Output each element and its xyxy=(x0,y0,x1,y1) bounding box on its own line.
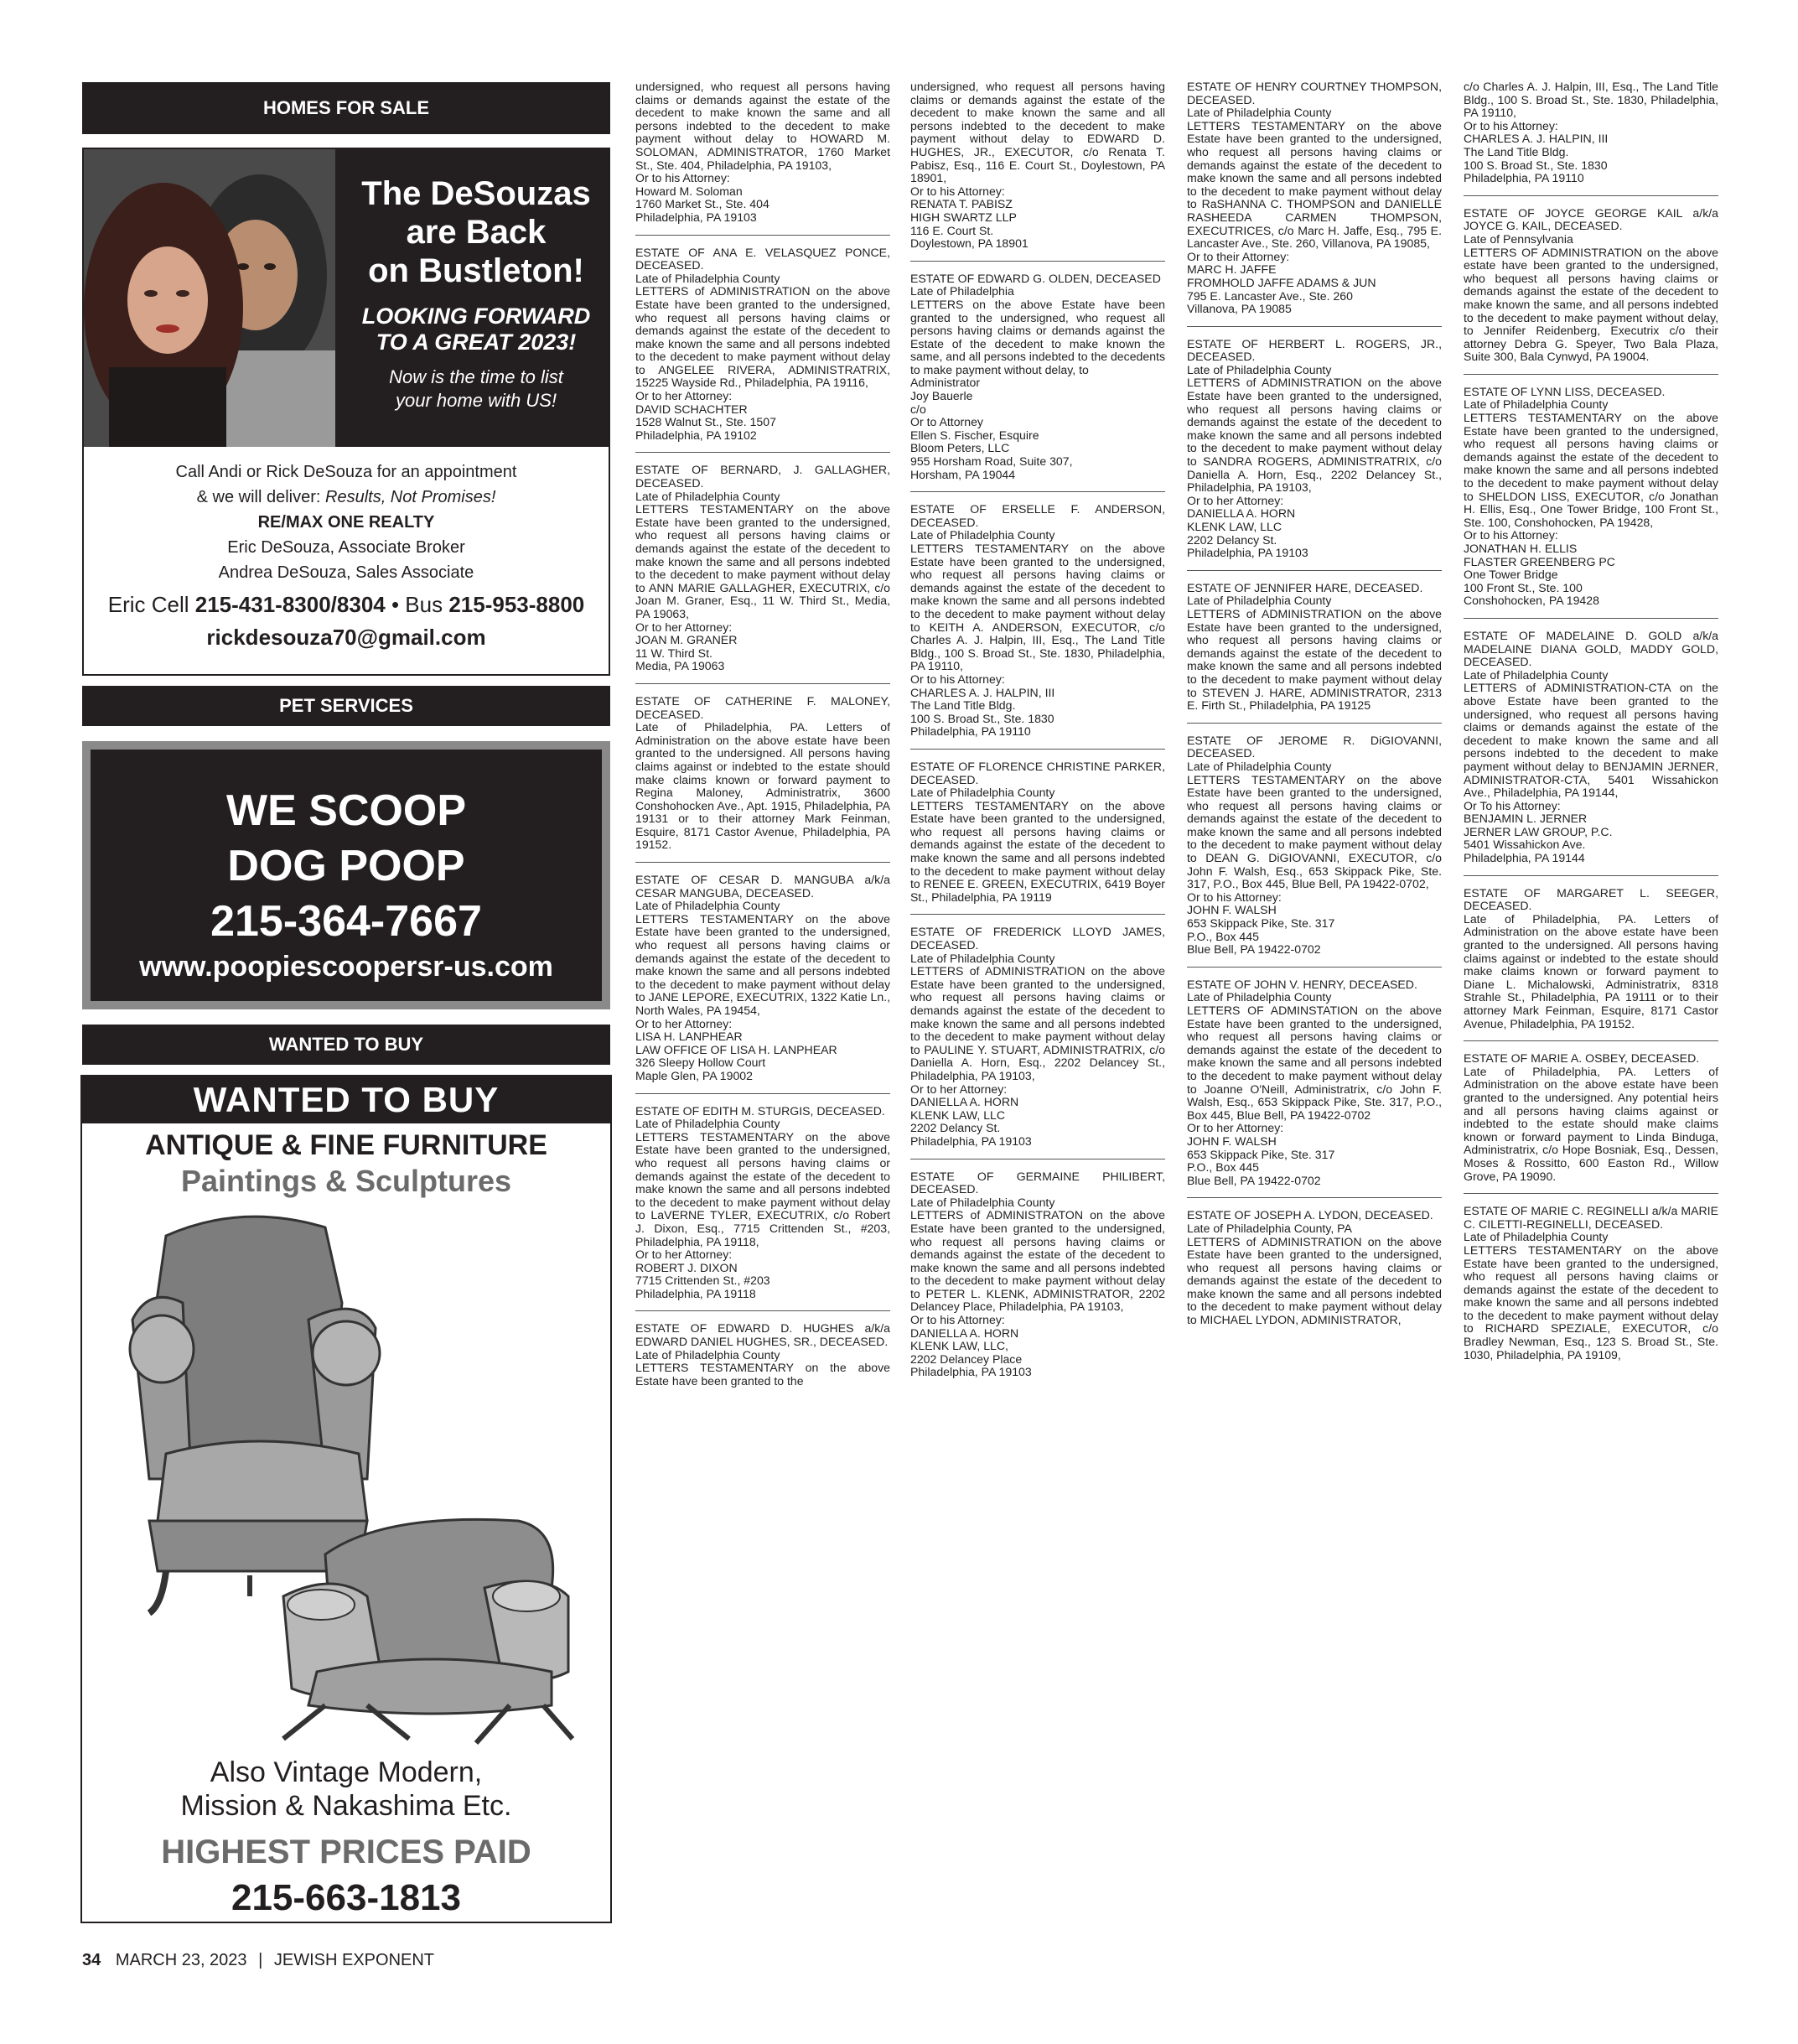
notice-divider xyxy=(1187,570,1442,571)
page-number: 34 xyxy=(82,1951,101,1969)
estate-notice: ESTATE OF ERSELLE F. ANDERSON, DECEASED. Late of Philadelphia County LETTERS TESTAMENTARY on the above Estate have been granted to the undersigned, who request all persons having claims or demands against the estate of the decedent to make known the same and all persons indebted to the decedent to make payment without delay to KEITH A. ANDERSON, EXECUTOR, c/o Charles A. J. Halpin, III, Esq., The Land Title Bldg., 100 S. Broad St., Ste. 1830, Philadelphia, PA 19110, Or to his Attorney: CHARLES A. J. HALPIN, III The Land Title Bldg. 100 S. Broad St., Ste. 1830 Philadelphia, PA 19110 xyxy=(910,502,1165,739)
subtagline xyxy=(344,366,609,412)
estate-notice: ESTATE OF JENNIFER HARE, DECEASED. Late of Philadelphia County LETTERS of ADMINISTRATION on the above Estate have been granted to the undersigned, who request all persons having claims or demands against the estate of the decedent to make known the same and all persons indebted to the decedent to make payment without delay to STEVEN J. HARE, ADMINISTRATOR, 2313 E. Firth St., Philadelphia, PA 19125 xyxy=(1187,580,1442,713)
notice-divider xyxy=(910,749,1165,750)
notice-divider xyxy=(635,1310,890,1311)
estate-notice: ESTATE OF MARGARET L. SEEGER, DECEASED. Late of Philadelphia, PA. Letters of Administration on the above estate have been granted to the undersigned. All persons having claims against or indebted to the estate should make claims known or forward payment to Diane L. Michalowski, Administratrix, 8318 Strahle St., Philadelphia, PA 19111 or to their attorney Mark Feinman, Esquire, 8171 Castor Avenue, Philadelphia, PA 19152. xyxy=(1464,885,1718,1030)
subtagline-line-2: your home with US! xyxy=(396,390,557,411)
furniture-ad-phone: 215-663-1813 xyxy=(231,1877,461,1918)
cell-number: 215-431-8300/8304 xyxy=(194,592,386,617)
pet-ad-line-2: DOG POOP xyxy=(227,842,465,890)
agency-name: RE/MAX ONE REALTY xyxy=(257,513,435,532)
page-footer xyxy=(82,1950,434,1970)
headline-line-3: on Bustleton! xyxy=(368,252,584,289)
notices-column-2 xyxy=(910,80,1165,1946)
bus-number: 215-953-8800 xyxy=(448,592,585,617)
agent-andrea: Andrea DeSouza, Sales Associate xyxy=(218,563,474,582)
notice-divider xyxy=(1464,875,1718,876)
notice-divider xyxy=(910,491,1165,492)
estate-notice: ESTATE OF CATHERINE F. MALONEY, DECEASED. Late of Philadelphia, PA. Letters of Administration on the above estate have been granted to the undersigned. All persons having claims against or indebted to the estate should make claims known or forward payment to Regina Maloney, Administratrix, 3600 Conshohocken Ave., Apt. 1915, Philadelphia, PA 19131 or to their attorney Mark Feinman, Esquire, 8171 Castor Avenue, Philadelphia, PA 19152. xyxy=(635,693,890,852)
estate-notice: ESTATE OF MARIE A. OSBEY, DECEASED. Late of Philadelphia, PA. Letters of Administration on the above estate have been granted to the undersigned. Any potential heirs and all persons having claims against or indebted to the estate should make claims known or forward payment to Linda Binduga, Administratrix, c/o Hope Bosniak, Esq., Dessen, Moses & Rossitto, 600 Easton Rd., Willow Grove, PA 19090. xyxy=(1464,1051,1718,1183)
notice-divider xyxy=(1187,967,1442,968)
estate-notice: ESTATE OF BERNARD, J. GALLAGHER, DECEASED. Late of Philadelphia County LETTERS TESTAMENTARY on the above Estate have been granted to the undersigned, who request all persons having claims or demands against the estate of the decedent to make known the same and all persons indebted to the decedent to make payment without delay to ANN MARIE GALLAGHER, EXECUTRIX, c/o Joan M. Graner, Esq., 11 W. Third St., Media, PA 19063, Or to her Attorney: JOAN M. GRANER 11 W. Third St. Media, PA 19063 xyxy=(635,463,890,673)
estate-notice: ESTATE OF MADELAINE D. GOLD a/k/a MADELAINE DIANA GOLD, MADDY GOLD, DECEASED. Late of Philadelphia County LETTERS of ADMINISTRATION-CTA on the above Estate have been granted to the undersigned, who request all persons having claims or demands against the estate of the decedent to make known the same and all persons indebted to the decedent to make payment without delay to BENJAMIN JERNER, ADMINISTRATOR-CTA, 5401 Wissahickon Ave., Philadelphia, PA 19144, Or To his Attorney: BENJAMIN L. JERNER JERNER LAW GROUP, P.C. 5401 Wissahickon Ave. Philadelphia, PA 19144 xyxy=(1464,628,1718,865)
estate-notice: ESTATE OF JOHN V. HENRY, DECEASED. Late of Philadelphia County LETTERS OF ADMINSTATION on the above Estate have been granted to the undersigned, who request all persons having claims or demands against the estate of the decedent to make known the same and all persons indebted to the decedent to make payment without delay to Joanne O'Neill, Administratrix, c/o John F. Walsh, Esq., 653 Skippack Pike, Ste. 317, P.O., Box 445, Blue Bell, PA 19422-0702 Or to her Attorney: JOHN F. WALSH 653 Skippack Pike, Ste. 317 P.O., Box 445 Blue Bell, PA 19422-0702 xyxy=(1187,977,1442,1187)
notice-divider xyxy=(1464,1193,1718,1194)
call-line-1: Call Andi or Rick DeSouza for an appointment xyxy=(175,463,517,481)
pet-ad-line-1: WE SCOOP xyxy=(225,786,467,835)
tagline xyxy=(344,303,609,355)
estate-notice: undersigned, who request all persons having claims or demands against the estate of the decedent to make known the same and all persons indebted to the decedent to make payment without delay to HOWARD M. SOLOMAN, ADMINISTRATOR, 1760 Market St., Ste. 404, Philadelphia, PA 19103, Or to his Attorney: Howard M. Soloman 1760 Market St., Ste. 404 Philadelphia, PA 19103 xyxy=(635,80,890,224)
wanted-to-buy-header: WANTED TO BUY xyxy=(82,1025,610,1065)
headline-line-1: The DeSouzas xyxy=(361,175,591,212)
furniture-ad xyxy=(80,1075,612,1923)
notice-divider xyxy=(910,914,1165,915)
pet-services-header: PET SERVICES xyxy=(82,686,610,726)
publication-name: JEWISH EXPONENT xyxy=(273,1951,435,1969)
estate-notice: ESTATE OF EDITH M. STURGIS, DECEASED. Late of Philadelphia County LETTERS TESTAMENTARY on the above Estate have been granted to the undersigned, who request all persons having claims or demands against the estate of the decedent to make known the same and all persons indebted to the decedent to make payment without delay to LaVERNE TYLER, EXECUTRIX, c/o Robert J. Dixon, Esq., 7715 Crittenden St., #203, Philadelphia, PA 19118, Or to her Attorney: ROBERT J. DIXON 7715 Crittenden St., #203 Philadelphia, PA 19118 xyxy=(635,1103,890,1300)
homes-for-sale-header: HOMES FOR SALE xyxy=(82,82,610,134)
furniture-ad-line-4: Mission & Nakashima Etc. xyxy=(180,1790,512,1822)
notice-divider xyxy=(1187,1197,1442,1198)
estate-notice: ESTATE OF EDWARD G. OLDEN, DECEASED Late of Philadelphia LETTERS on the above Estate have been granted to the undersigned, who request all persons having claims or demands against the Estate of the decedent to make known the same, and all persons indebted to the decedents to make payment without delay, to Administrator Joy Bauerle c/o Or to Attorney Ellen S. Fischer, Esquire Bloom Peters, LLC 955 Horsham Road, Suite 307, Horsham, PA 19044 xyxy=(910,271,1165,481)
pet-services-ad xyxy=(82,741,610,1009)
email-address: rickdesouza70@gmail.com xyxy=(206,625,486,650)
estate-notice: ESTATE OF FREDERICK LLOYD JAMES, DECEASED. Late of Philadelphia County LETTERS of ADMINISTRATION on the above Estate have been granted to the undersigned, who request all persons having claims or demands against the estate of the decedent to make known the same and all persons indebted to the decedent to make payment without delay to PAULINE Y. STUART, ADMINISTRATRIX, c/o Daniella A. Horn, Esq., 2202 Delancey St., Philadelphia, PA 19103, Or to her Attorney: DANIELLA A. HORN KLENK LAW, LLC 2202 Delancy St. Philadelphia, PA 19103 xyxy=(910,925,1165,1148)
issue-date: MARCH 23, 2023 xyxy=(115,1951,247,1969)
tagline-line-2: TO A GREAT 2023! xyxy=(376,329,577,355)
notice-divider xyxy=(635,1093,890,1094)
estate-notice: ESTATE OF EDWARD D. HUGHES a/k/a EDWARD DANIEL HUGHES, SR., DECEASED. Late of Philadelphia County LETTERS TESTAMENTARY on the above Estate have been granted to the xyxy=(635,1321,890,1388)
realty-ad-banner xyxy=(84,149,609,447)
agents-photo-illustration xyxy=(84,149,335,447)
estate-notice: ESTATE OF ANA E. VELASQUEZ PONCE, DECEASED. Late of Philadelphia County LETTERS of ADMINISTRATION on the above Estate have been granted to the undersigned, who request all persons having claims or demands against the estate of the decedent to make known the same and all persons indebted to the decedent to make payment without delay to ANGELEE RIVERA, ADMINISTRATRIX, 15225 Wayside Rd., Philadelphia, PA 19116, Or to her Attorney: DAVID SCHACHTER 1528 Walnut St., Ste. 1507 Philadelphia, PA 19102 xyxy=(635,245,890,442)
pet-ad-url: www.poopiescoopersr-us.com xyxy=(139,951,553,983)
call-line-2-promise: Results, Not Promises! xyxy=(325,488,496,506)
modern-lounge-chair-icon xyxy=(283,1519,573,1743)
notice-divider xyxy=(1464,618,1718,619)
pet-ad-phone: 215-364-7667 xyxy=(210,897,482,946)
tagline-line-1: LOOKING FORWARD xyxy=(361,303,591,329)
bus-label: • Bus xyxy=(385,592,449,617)
cell-label: Eric Cell xyxy=(107,592,195,617)
call-line-2 xyxy=(84,485,609,510)
estate-notice: ESTATE OF JOYCE GEORGE KAIL a/k/a JOYCE G. KAIL, DECEASED. Late of Pennsylvania LETTERS OF ADMINISTRATION on the above estate have been granted to the undersigned, who bequest all persons having claims or demands against the estate of the decedent to make known the same, and all persons indebted to the decedent to make payment without delay, to Jennifer Reidenberg, Executrix c/o their attorney Debra G. Speyer, Two Bala Plaza, Suite 300, Bala Cynwyd, PA 19004. xyxy=(1464,205,1718,364)
agent-eric: Eric DeSouza, Associate Broker xyxy=(227,538,465,557)
estate-notice: ESTATE OF CESAR D. MANGUBA a/k/a CESAR MANGUBA, DECEASED. Late of Philadelphia County LETTERS TESTAMENTARY on the above Estate have been granted to the undersigned, who request all persons having claims or demands against the estate of the decedent to make known the same and all persons indebted to the decedent to make payment without delay to JANE LEPORE, EXECUTRIX, 1322 Katie Ln., North Wales, PA 19454, Or to her Attorney: LISA H. LANPHEAR LAW OFFICE OF LISA H. LANPHEAR 326 Sleepy Hollow Court Maple Glen, PA 19002 xyxy=(635,873,890,1082)
furniture-ad-line-1: ANTIQUE & FINE FURNITURE xyxy=(145,1129,547,1161)
notice-divider xyxy=(1464,195,1718,196)
estate-notice: ESTATE OF FLORENCE CHRISTINE PARKER, DECEASED. Late of Philadelphia County LETTERS TESTAMENTARY on the above Estate have been granted to the undersigned, who request all persons having claims or demands against the estate of the decedent to make known the same and all persons indebted to the decedent to make payment without delay to RENEE E. GREEN, EXECUTRIX, 6419 Boyer St., Philadelphia, PA 19119 xyxy=(910,759,1165,904)
phone-line xyxy=(84,589,609,620)
notice-divider xyxy=(635,452,890,453)
notices-column-4 xyxy=(1464,80,1718,1946)
headline-line-2: are Back xyxy=(406,214,547,251)
furniture-ad-line-2: Paintings & Sculptures xyxy=(180,1164,512,1198)
estate-notice: ESTATE OF GERMAINE PHILIBERT, DECEASED. Late of Philadelphia County LETTERS of ADMINISTRATON on the above Estate have been granted to the undersigned, who request all persons having claims or demands against the estate of the decedent to make known the same and all persons indebted to the decedent to make payment without delay to PETER L. KLENK, ADMINISTRATOR, 2202 Delancey Place, Philadelphia, PA 19103, Or to his Attorney: DANIELLA A. HORN KLENK LAW, LLC, 2202 Delancey Place Philadelphia, PA 19103 xyxy=(910,1169,1165,1379)
notice-divider xyxy=(910,261,1165,262)
estate-notice: ESTATE OF HERBERT L. ROGERS, JR., DECEASED. Late of Philadelphia County LETTERS of ADMINISTRATION on the above Estate have been granted to the undersigned, who request all persons having claims or demands against the estate of the decedent to make known the same and all persons indebted to the decedent to make payment without delay to SANDRA ROGERS, ADMINISTRATRIX, c/o Daniella A. Horn, Esq., 2202 Delancey St., Philadelphia, PA 19103, Or to her Attorney: DANIELLA A. HORN KLENK LAW, LLC 2202 Delancy St. Philadelphia, PA 19103 xyxy=(1187,336,1442,560)
furniture-ad-banner: WANTED TO BUY xyxy=(82,1076,610,1123)
furniture-ad-line-3: Also Vintage Modern, xyxy=(210,1756,483,1788)
realty-ad xyxy=(82,148,610,676)
furniture-ad-line-5: HIGHEST PRICES PAID xyxy=(161,1834,531,1870)
estate-notice: ESTATE OF MARIE C. REGINELLI a/k/a MARIE C. CILETTI-REGINELLI, DECEASED. Late of Philadelphia County LETTERS TESTAMENTARY on the above Estate have been granted to the undersigned, who request all persons having claims or demands against the estate of the decedent to make known the same and all persons indebted to the decedent to make payment without delay to RICHARD SPEZIALE, EXECUTOR, c/o Bradley Newman, Esq., 123 S. Broad St., Ste. 1030, Philadelphia, PA 19109, xyxy=(1464,1204,1718,1362)
notice-divider xyxy=(1464,374,1718,375)
notice-divider xyxy=(1464,1040,1718,1041)
realty-ad-contact xyxy=(84,459,609,654)
estate-notice: c/o Charles A. J. Halpin, III, Esq., The Land Title Bldg., 100 S. Broad St., Ste. 1830, Philadelphia, PA 19110, Or to his Attorney: CHARLES A. J. HALPIN, III The Land Title Bldg. 100 S. Broad St., Ste. 1830 Philadelphia, PA 19110 xyxy=(1464,80,1718,185)
estate-notice: ESTATE OF JOSEPH A. LYDON, DECEASED. Late of Philadelphia County, PA LETTERS of ADMINISTRATION on the above Estate have been granted to the undersigned, who request all persons having claims or demands against the estate of the decedent to make known the same and all persons indebted to the decedent to make payment without delay to MICHAEL LYDON, ADMINISTRATOR, xyxy=(1187,1208,1442,1327)
estate-notice: ESTATE OF HENRY COURTNEY THOMPSON, DECEASED. Late of Philadelphia County LETTERS TESTAMENTARY on the above Estate have been granted to the undersigned, who request all persons having claims or demands against the estate of the decedent to make known the same and all persons indebted to the decedent to make payment without delay to RaSHANNA C. THOMPSON and DANIELLE RASHEEDA CARMEN THOMPSON, EXECUTRICES, c/o Marc H. Jaffe, Esq., 795 E. Lancaster Ave., Ste. 260, Villanova, PA 19085, Or to their Attorney: MARC H. JAFFE FROMHOLD JAFFE ADAMS & JUN 795 E. Lancaster Ave., Ste. 260 Villanova, PA 19085 xyxy=(1187,80,1442,316)
footer-separator: | xyxy=(258,1951,263,1969)
notice-divider xyxy=(635,683,890,684)
notice-divider xyxy=(1187,326,1442,327)
estate-notice: undersigned, who request all persons having claims or demands against the estate of the decedent to make known the same and all persons indebted to the decedent to make payment without delay to EDWARD D. HUGHES, JR., EXECUTOR, c/o Renata T. Pabisz, Esq., 116 E. Court St., Doylestown, PA 18901, Or to his Attorney: RENATA T. PABISZ HIGH SWARTZ LLP 116 E. Court St. Doylestown, PA 18901 xyxy=(910,80,1165,251)
estate-notice: ESTATE OF LYNN LISS, DECEASED. Late of Philadelphia County LETTERS TESTAMENTARY on the above Estate have been granted to the undersigned, who request all persons having claims or demands against the estate of the decedent to make known the same and all persons indebted to the decedent to make payment without delay to SHELDON LISS, EXECUTOR, c/o Jonathan H. Ellis, Esq., One Tower Bridge, 100 Front St., Ste. 100, Conshohocken, PA 19428, Or to his Attorney: JONATHAN H. ELLIS FLASTER GREENBERG PC One Tower Bridge 100 Front St., Ste. 100 Conshohocken, PA 19428 xyxy=(1464,384,1718,608)
estate-notice: ESTATE OF JEROME R. DiGIOVANNI, DECEASED. Late of Philadelphia County LETTERS TESTAMENTARY on the above Estate have been granted to the undersigned, who request all persons having claims or demands against the estate of the decedent to make known the same and all persons indebted to the decedent to make payment without delay to DEAN G. DiGIOVANNI, EXECUTOR, c/o John F. Walsh, Esq., 653 Skippack Pike, Ste. 317, P.O., Box 445, Blue Bell, PA 19422-0702, Or to his Attorney: JOHN F. WALSH 653 Skippack Pike, Ste. 317 P.O., Box 445 Blue Bell, PA 19422-0702 xyxy=(1187,733,1442,957)
armchair-illustrations xyxy=(116,1202,585,1747)
notices-column-1 xyxy=(635,80,890,1946)
call-line-2-start: & we will deliver: xyxy=(196,488,325,506)
agents-photo xyxy=(84,149,335,447)
subtagline-line-1: Now is the time to list xyxy=(389,366,563,387)
realty-ad-headline-block xyxy=(344,174,609,412)
notice-divider xyxy=(635,862,890,863)
notices-column-3 xyxy=(1187,80,1442,1946)
notice-divider xyxy=(1187,723,1442,724)
pet-services-ad-inner xyxy=(91,750,602,1001)
notice-divider xyxy=(635,235,890,236)
